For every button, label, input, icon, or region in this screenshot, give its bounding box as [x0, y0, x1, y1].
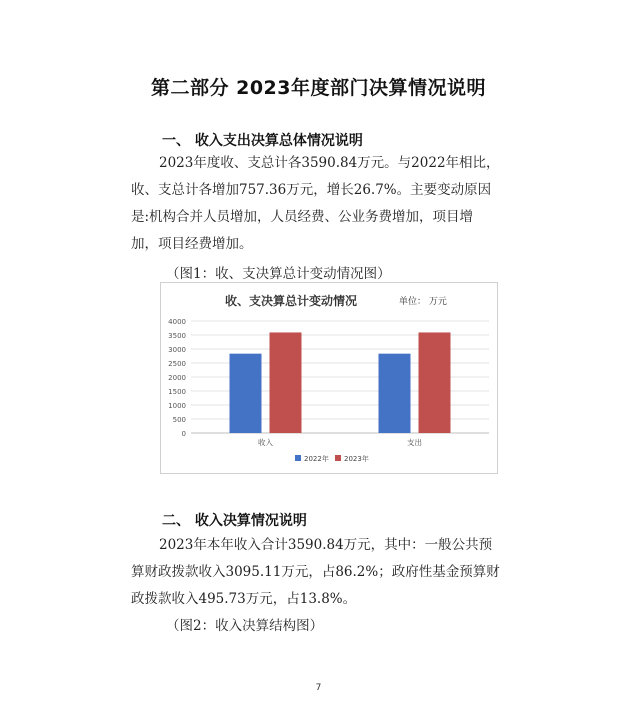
section1-line: 收、支总计各增加757.36万元，增长26.7%。主要变动原因 — [131, 182, 492, 198]
chart-container — [160, 282, 498, 474]
bar-2022年-支出 — [379, 354, 411, 433]
y-tick-label: 4000 — [168, 318, 186, 326]
chart-unit-label: 单位： 万元 — [399, 297, 447, 307]
section2-line: 2023年本年收入合计3590.84万元，其中：一般公共预 — [159, 537, 493, 553]
y-tick-label: 0 — [181, 430, 186, 438]
page-number: 7 — [315, 683, 322, 693]
section1-line: 2023年度收、支总计各3590.84万元。与2022年相比， — [159, 155, 500, 171]
x-tick-label: 收入 — [258, 438, 273, 447]
section2-heading: 二、 收入决算情况说明 — [162, 513, 307, 529]
y-tick-label: 3000 — [168, 346, 186, 354]
y-tick-label: 2000 — [168, 374, 186, 382]
x-tick-label: 支出 — [407, 438, 422, 447]
legend-swatch — [335, 455, 341, 461]
figure1-caption: （图1：收、支决算总计变动情况图） — [166, 266, 391, 282]
chart-y-axis — [168, 318, 186, 438]
y-tick-label: 1000 — [168, 402, 186, 410]
section1-heading: 一、 收入支出决算总体情况说明 — [162, 133, 363, 149]
chart-bars — [230, 332, 451, 433]
chart-x-axis — [258, 437, 422, 447]
section2-line: 政拨款收入495.73万元，占13.8%。 — [131, 591, 357, 607]
legend-label: 2023年 — [344, 455, 369, 463]
section1-line: 是:机构合并人员增加，人员经费、公业务费增加，项目增 — [131, 209, 474, 225]
y-tick-label: 3500 — [168, 332, 186, 340]
chart-title: 收、支决算总计变动情况 — [224, 294, 358, 308]
bar-chart — [161, 283, 497, 473]
legend-label: 2022年 — [304, 455, 329, 463]
figure2-caption: （图2：收入决算结构图） — [166, 618, 324, 634]
section2-line: 算财政拨款收入3095.11万元，占86.2%；政府性基金预算财 — [131, 564, 500, 580]
bar-2023年-收入 — [270, 332, 302, 433]
chart-legend — [295, 454, 369, 463]
y-tick-label: 500 — [172, 416, 186, 424]
legend-swatch — [295, 455, 301, 461]
y-tick-label: 1500 — [168, 388, 186, 396]
y-tick-label: 2500 — [168, 360, 186, 368]
bar-2023年-支出 — [419, 332, 451, 433]
section1-line: 加，项目经费增加。 — [131, 236, 253, 252]
bar-2022年-收入 — [230, 354, 262, 433]
page-title: 第二部分 2023年度部门决算情况说明 — [151, 77, 486, 99]
